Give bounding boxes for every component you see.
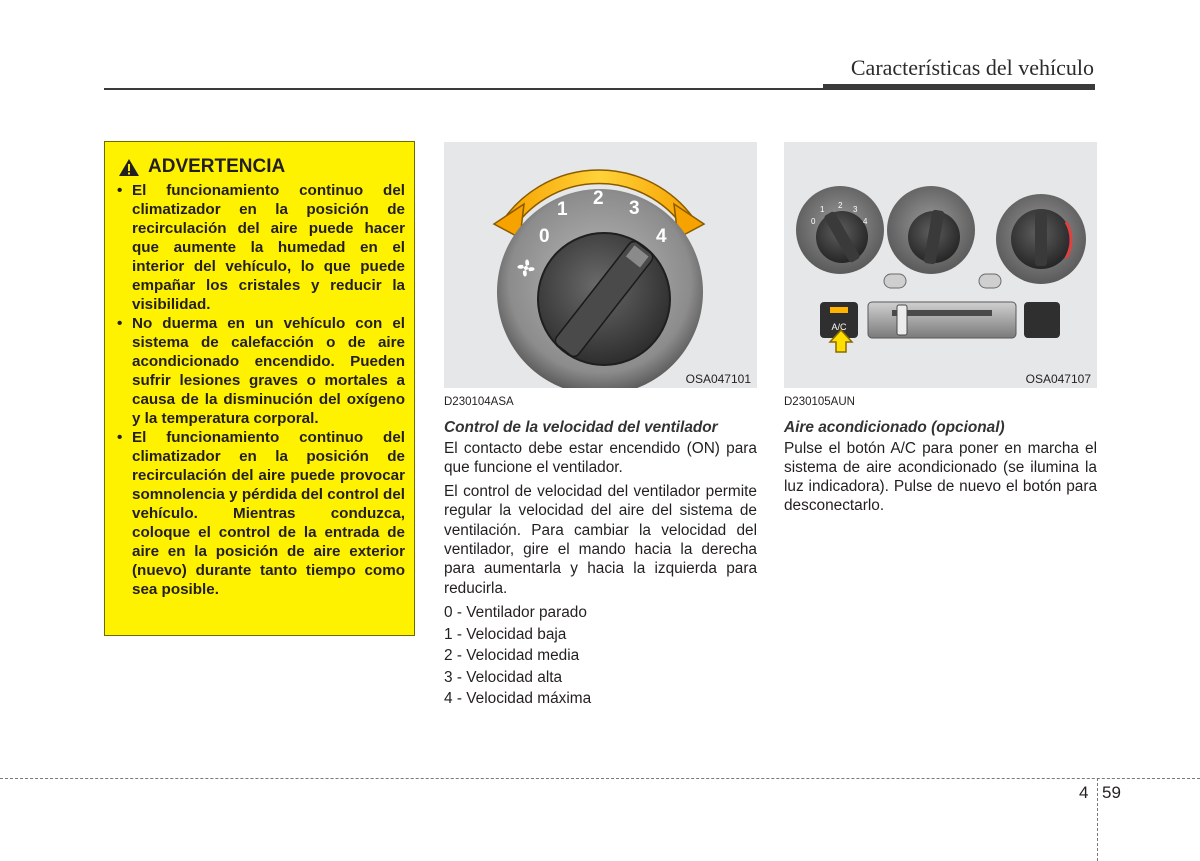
- dial-label: 3: [629, 198, 640, 219]
- figure-code: OSA047101: [685, 372, 751, 386]
- warning-heading: [118, 156, 405, 178]
- dial-label: 4: [656, 226, 667, 247]
- header-rule-accent: [823, 84, 1095, 90]
- section-title: Control de la velocidad del ventilador: [444, 419, 718, 437]
- warning-item: • El funcionamiento continuo del climatizador en la posición de recirculación del aire puede hacer que aumente la humedad en el interior del vehículo, lo que puede empañar los cristales y reducir la visibilidad.: [116, 181, 405, 314]
- speed-item: 1 - Velocidad baja: [444, 625, 567, 643]
- ac-panel-illustration: [784, 142, 1097, 388]
- fan-dial-illustration: [444, 142, 757, 388]
- warning-triangle-icon: [118, 158, 140, 177]
- small-dial-label: 3: [853, 205, 858, 214]
- figure-code: OSA047107: [1025, 372, 1091, 386]
- air-conditioning-section: [784, 393, 1097, 521]
- ac-button-label: A/C: [831, 322, 847, 332]
- speed-list: [444, 603, 757, 709]
- ac-panel-figure: [784, 142, 1097, 388]
- dial-label: 1: [557, 199, 568, 220]
- paragraph: El contacto debe estar encendido (ON) para que funcione el ventilador.: [444, 439, 757, 476]
- small-dial-label: 4: [863, 217, 868, 226]
- warning-title: ADVERTENCIA: [148, 156, 286, 177]
- page-header-title: Características del vehículo: [850, 55, 1094, 80]
- warning-box: [104, 141, 415, 636]
- speed-item: 3 - Velocidad alta: [444, 668, 563, 686]
- dial-label: 2: [593, 188, 604, 209]
- warning-list: [116, 181, 405, 599]
- speed-item: 2 - Velocidad media: [444, 647, 580, 665]
- section-ref-code: D230105AUN: [784, 396, 855, 408]
- footer-rule: [0, 778, 1200, 779]
- small-dial-label: 2: [838, 201, 843, 210]
- page-number: 59: [1102, 783, 1121, 802]
- fan-speed-dial-figure: [444, 142, 757, 388]
- paragraph: El control de velocidad del ventilador permite regular la velocidad del aire del sistema de ventilación. Para cambiar la velocidad del ventilador, gire el mando hacia la derecha para aumentarla y hacia la izquierda para reducirla.: [444, 483, 757, 597]
- speed-item: 4 - Velocidad máxima: [444, 690, 592, 708]
- small-dial-label: 0: [811, 217, 816, 226]
- section-ref-code: D230104ASA: [444, 396, 514, 408]
- footer-divider: [1097, 778, 1098, 861]
- warning-item: • No duerma en un vehículo con el sistema de calefacción o de aire acondicionado encendido. Pueden sufrir lesiones graves o mortales a causa de la disminución del oxígeno y la temperatura corporal.: [116, 314, 405, 428]
- section-title: Aire acondicionado (opcional): [784, 419, 1005, 437]
- paragraph: Pulse el botón A/C para poner en marcha el sistema de aire acondicionado (se ilumina la luz indicadora). Pulse de nuevo el botón para desconectarlo.: [784, 439, 1097, 515]
- chapter-number: 4: [1079, 783, 1089, 802]
- speed-item: 0 - Ventilador parado: [444, 603, 587, 621]
- fan-speed-section: [444, 393, 757, 711]
- small-dial-label: 1: [820, 205, 825, 214]
- warning-item: • El funcionamiento continuo del climatizador en la posición de recirculación del aire puede provocar somnolencia y pérdida del control del vehículo. Mientras conduzca, coloque el control de la entrada de aire en la posición de aire exterior (nuevo) durante tanto tiempo como sea posible.: [116, 428, 405, 599]
- dial-label: 0: [539, 226, 550, 247]
- ac-indicator-light-icon: [830, 307, 848, 313]
